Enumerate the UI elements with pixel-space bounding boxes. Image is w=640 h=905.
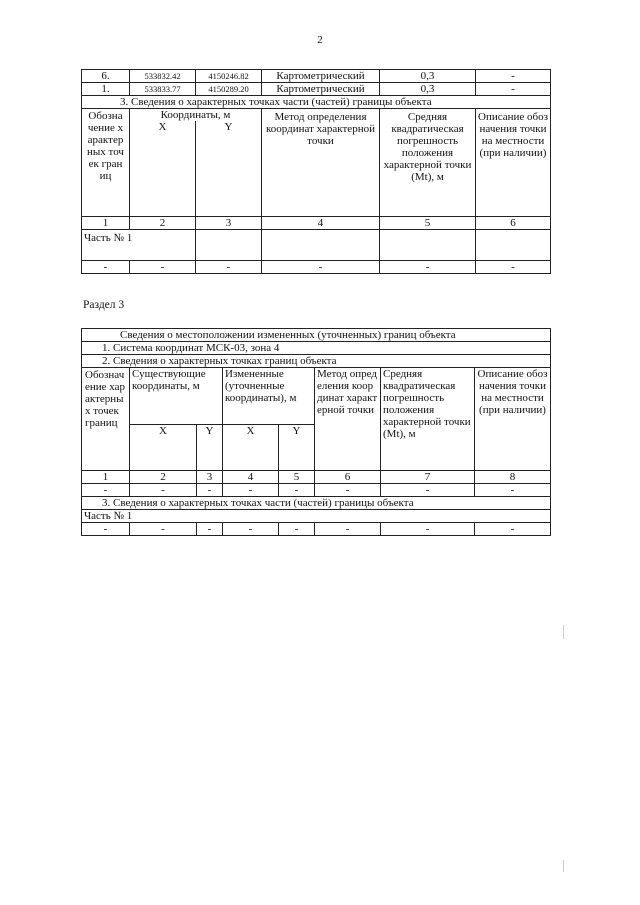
table-title: Сведения о местоположении измененных (уточненных) границ объекта [82,329,551,342]
dash-cell: - [315,484,381,497]
header-existing-coordinates: Существующие координаты, м [130,368,223,425]
desc-cell: - [476,70,551,83]
point-number: 6. [82,70,130,83]
method-cell: Картометрический [262,83,380,96]
dash-cell: - [223,484,279,497]
dash-cell: - [197,523,223,536]
header-x: X [223,425,279,471]
dash-cell: - [82,260,130,273]
column-number: 6 [315,471,381,484]
section-heading: 2. Сведения о характерных точках границ объекта [82,355,551,368]
header-designation: Обозначение характерных точек границ [82,368,130,471]
dash-cell: - [197,484,223,497]
column-number: 2 [130,471,197,484]
table-part-points [81,69,551,274]
section-heading: 3. Сведения о характерных точках части (частей) границы объекта [82,96,551,109]
dash-cell: - [381,484,475,497]
dash-cell: - [315,523,381,536]
header-mt: Средняя квадратическая погрешность положения характерной точки (Mt), м [381,368,475,471]
header-method: Метод определения координат характерной точки [315,368,381,471]
x-coordinate: 533832.42 [130,70,196,83]
dash-cell: - [82,484,130,497]
column-number: 1 [82,471,130,484]
dash-cell: - [381,523,475,536]
dash-cell: - [279,523,315,536]
scan-artifact [563,625,564,639]
dash-cell: - [475,523,551,536]
header-designation: Обозначение характерных точек границ [82,109,130,217]
column-number: 7 [381,471,475,484]
header-y: Y [197,425,223,471]
dash-cell: - [475,484,551,497]
dash-cell: - [130,523,197,536]
column-number: 5 [380,216,476,229]
point-number: 1. [82,83,130,96]
column-number: 2 [130,216,196,229]
scan-artifact [563,860,564,872]
section-heading: 3. Сведения о характерных точках части (частей) границы объекта [82,497,551,510]
section-label: Раздел 3 [83,299,125,311]
part-label: Часть № 1 [82,510,551,523]
mt-cell: 0,3 [380,70,476,83]
header-y: Y [196,121,262,216]
column-number: 6 [476,216,551,229]
dash-cell: - [223,523,279,536]
coordinate-system-line: 1. Система координат МСК-03, зона 4 [82,342,551,355]
desc-cell: - [476,83,551,96]
header-method: Метод определения координат характерной точки [262,109,380,217]
dash-cell: - [130,260,196,273]
column-number: 4 [223,471,279,484]
header-y: Y [279,425,315,471]
page-number: 2 [317,34,323,46]
dash-cell: - [82,523,130,536]
y-coordinate: 4150246.82 [196,70,262,83]
header-changed-coordinates: Измененные (уточненные координаты), м [223,368,315,425]
header-x: X [130,425,197,471]
table-row [82,70,551,83]
table-row [82,83,551,96]
header-description: Описание обозначения точки на местности (при наличии) [475,368,551,471]
dash-cell: - [262,260,380,273]
column-number: 4 [262,216,380,229]
column-number: 1 [82,216,130,229]
dash-cell: - [380,260,476,273]
header-coordinates: Координаты, м [130,109,262,122]
part-label: Часть № 1 [82,229,196,260]
header-description: Описание обозначения точки на местности (при наличии) [476,109,551,217]
dash-cell: - [196,260,262,273]
mt-cell: 0,3 [380,83,476,96]
column-number: 8 [475,471,551,484]
column-number: 3 [196,216,262,229]
dash-cell: - [279,484,315,497]
y-coordinate: 4150289.20 [196,83,262,96]
column-number: 3 [197,471,223,484]
dash-cell: - [476,260,551,273]
method-cell: Картометрический [262,70,380,83]
column-number: 5 [279,471,315,484]
table-changed-boundaries [81,328,551,536]
dash-cell: - [130,484,197,497]
x-coordinate: 533833.77 [130,83,196,96]
header-mt: Средняя квадратическая погрешность положения характерной точки (Mt), м [380,109,476,217]
header-x: X [130,121,196,216]
